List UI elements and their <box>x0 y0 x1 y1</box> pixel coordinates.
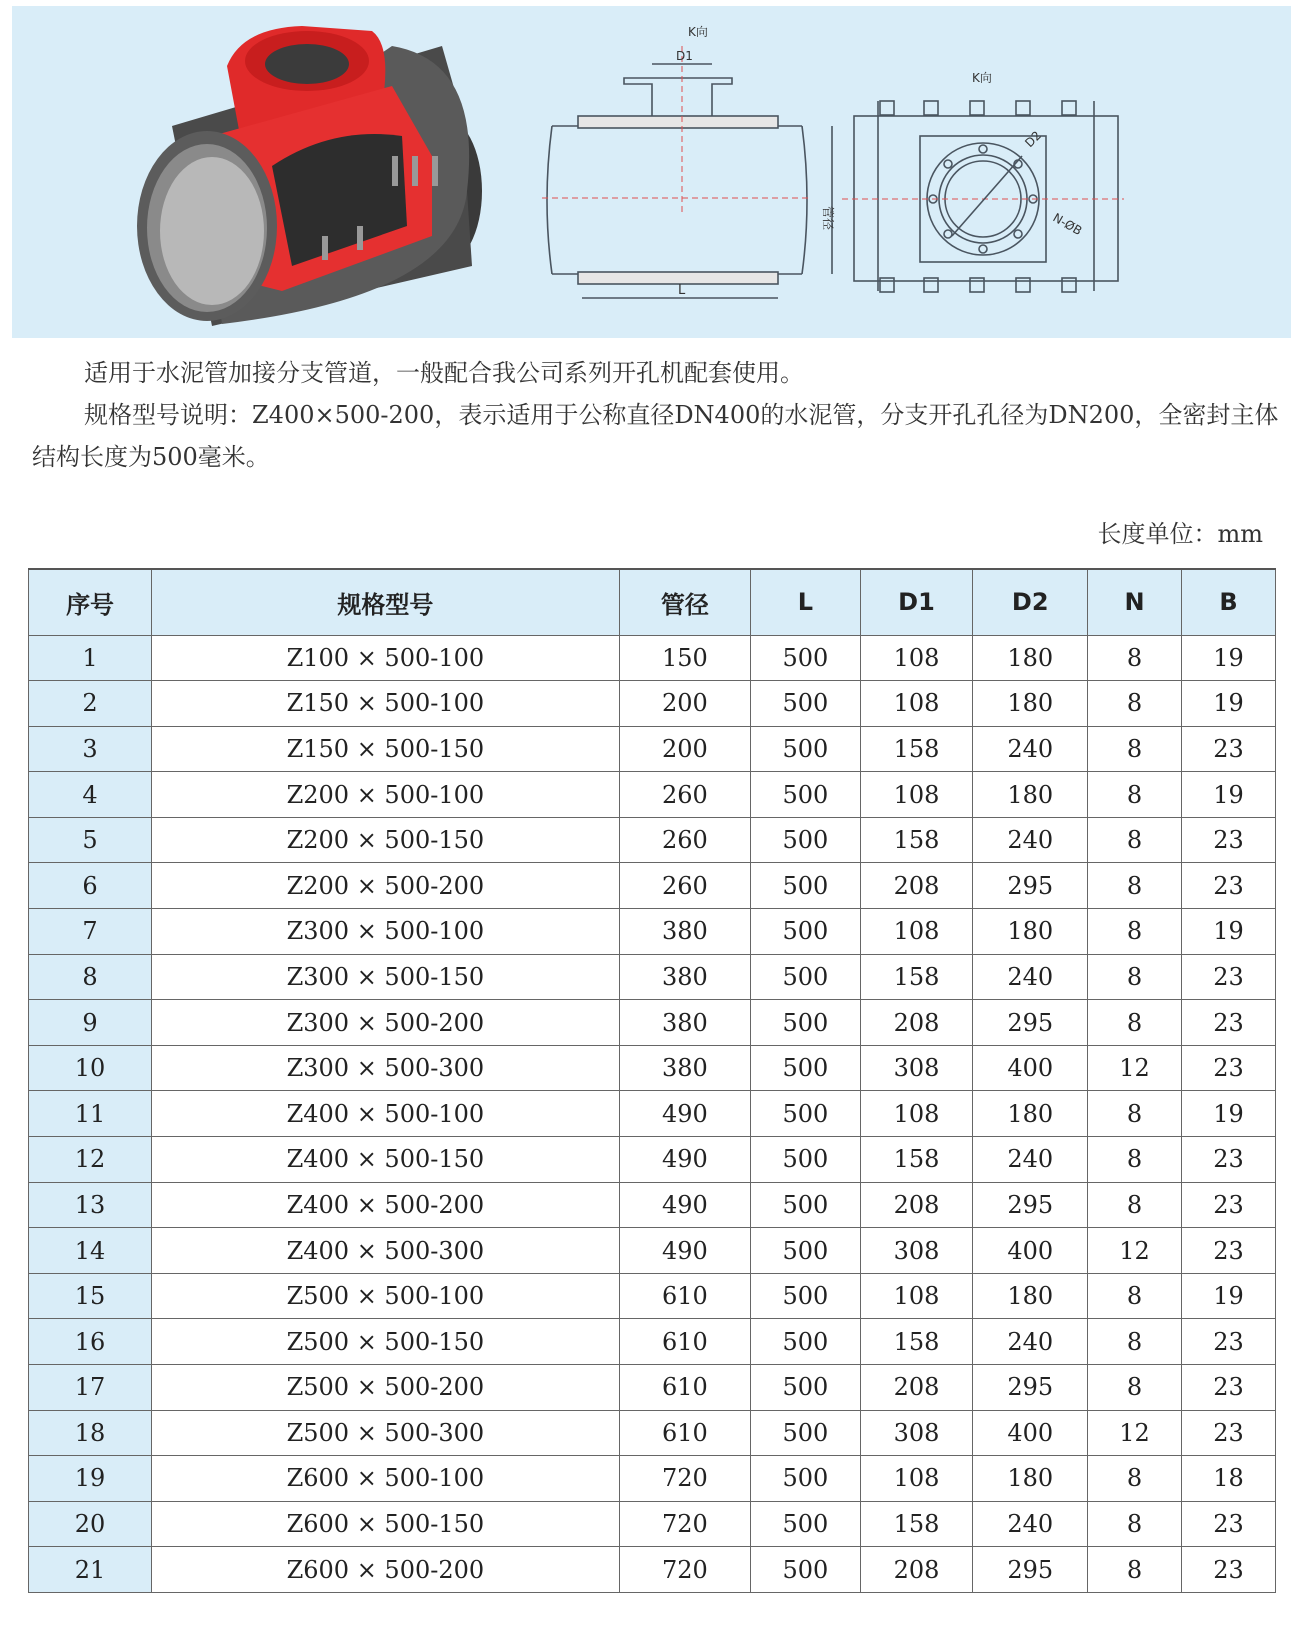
cell-col-index: 2 <box>29 681 152 727</box>
cell-col-model: Z200 × 500-100 <box>152 772 619 818</box>
cell-col-pipe-diameter: 200 <box>619 726 750 772</box>
cell-col-model: Z300 × 500-100 <box>152 909 619 955</box>
cell-col-index: 19 <box>29 1456 152 1502</box>
cell-col-l: 500 <box>751 1091 861 1137</box>
cell-col-n: 12 <box>1088 1045 1182 1091</box>
cell-col-l: 500 <box>751 1501 861 1547</box>
cell-col-pipe-diameter: 200 <box>619 681 750 727</box>
cell-col-pipe-diameter: 260 <box>619 863 750 909</box>
cell-col-index: 13 <box>29 1182 152 1228</box>
cell-col-n: 8 <box>1088 726 1182 772</box>
cell-col-d2: 180 <box>973 1273 1088 1319</box>
table-row <box>29 1045 1276 1091</box>
cell-col-d2: 240 <box>973 726 1088 772</box>
l-label: L <box>678 283 686 298</box>
cell-col-pipe-diameter: 720 <box>619 1501 750 1547</box>
cell-col-l: 500 <box>751 1456 861 1502</box>
cell-col-n: 8 <box>1088 1091 1182 1137</box>
cell-col-n: 8 <box>1088 1319 1182 1365</box>
cell-col-n: 8 <box>1088 1547 1182 1593</box>
cell-col-b: 23 <box>1182 1365 1276 1411</box>
cell-col-d2: 295 <box>973 1547 1088 1593</box>
cell-col-pipe-diameter: 720 <box>619 1456 750 1502</box>
cell-col-d1: 158 <box>860 954 973 1000</box>
table-row <box>29 1091 1276 1137</box>
cell-col-l: 500 <box>751 1410 861 1456</box>
cell-col-d2: 295 <box>973 1182 1088 1228</box>
cell-col-pipe-diameter: 610 <box>619 1273 750 1319</box>
cell-col-d1: 108 <box>860 1273 973 1319</box>
cell-col-model: Z100 × 500-100 <box>152 635 619 681</box>
cell-col-d1: 108 <box>860 681 973 727</box>
cell-col-n: 8 <box>1088 863 1182 909</box>
table-row <box>29 1182 1276 1228</box>
table-body <box>29 635 1276 1592</box>
cell-col-d1: 158 <box>860 1319 973 1365</box>
cell-col-d1: 308 <box>860 1045 973 1091</box>
cell-col-model: Z500 × 500-300 <box>152 1410 619 1456</box>
table-row <box>29 726 1276 772</box>
cell-col-pipe-diameter: 380 <box>619 1045 750 1091</box>
k-direction-label-side: K向 <box>972 71 992 85</box>
cell-col-b: 23 <box>1182 1137 1276 1183</box>
cell-col-l: 500 <box>751 1319 861 1365</box>
cell-col-n: 8 <box>1088 817 1182 863</box>
cell-col-index: 18 <box>29 1410 152 1456</box>
cell-col-d2: 180 <box>973 1091 1088 1137</box>
cell-col-d2: 295 <box>973 1000 1088 1046</box>
cell-col-d1: 158 <box>860 1137 973 1183</box>
cell-col-pipe-diameter: 490 <box>619 1182 750 1228</box>
cell-col-b: 19 <box>1182 635 1276 681</box>
description-line-model: 规格型号说明：Z400×500-200，表示适用于公称直径DN400的水泥管，分支开孔孔径为DN200，全密封主体结构长度为500毫米。 <box>32 401 1279 471</box>
cell-col-index: 1 <box>29 635 152 681</box>
cell-col-model: Z600 × 500-150 <box>152 1501 619 1547</box>
cell-col-model: Z500 × 500-150 <box>152 1319 619 1365</box>
table-row <box>29 1501 1276 1547</box>
cell-col-b: 23 <box>1182 1410 1276 1456</box>
pipe-diameter-label: 管径 <box>821 206 835 231</box>
table-row <box>29 772 1276 818</box>
cell-col-b: 19 <box>1182 1091 1276 1137</box>
cell-col-d1: 108 <box>860 1456 973 1502</box>
cell-col-d2: 240 <box>973 954 1088 1000</box>
cell-col-l: 500 <box>751 1547 861 1593</box>
cell-col-pipe-diameter: 490 <box>619 1091 750 1137</box>
cell-col-d1: 158 <box>860 726 973 772</box>
cell-col-d2: 295 <box>973 1365 1088 1411</box>
cell-col-index: 17 <box>29 1365 152 1411</box>
cell-col-b: 19 <box>1182 909 1276 955</box>
cell-col-n: 8 <box>1088 681 1182 727</box>
table-row <box>29 1273 1276 1319</box>
cell-col-d2: 295 <box>973 863 1088 909</box>
cell-col-pipe-diameter: 380 <box>619 954 750 1000</box>
cell-col-n: 8 <box>1088 1000 1182 1046</box>
cell-col-index: 6 <box>29 863 152 909</box>
cell-col-model: Z600 × 500-200 <box>152 1547 619 1593</box>
cell-col-l: 500 <box>751 817 861 863</box>
table-row <box>29 954 1276 1000</box>
cell-col-pipe-diameter: 610 <box>619 1319 750 1365</box>
cell-col-b: 23 <box>1182 726 1276 772</box>
table-row <box>29 1000 1276 1046</box>
cell-col-index: 3 <box>29 726 152 772</box>
cell-col-n: 8 <box>1088 1501 1182 1547</box>
cell-col-d1: 108 <box>860 772 973 818</box>
cell-col-index: 5 <box>29 817 152 863</box>
cell-col-model: Z400 × 500-200 <box>152 1182 619 1228</box>
cell-col-model: Z600 × 500-100 <box>152 1456 619 1502</box>
cell-col-b: 23 <box>1182 1045 1276 1091</box>
cell-col-pipe-diameter: 380 <box>619 909 750 955</box>
cell-col-l: 500 <box>751 1228 861 1274</box>
d1-label: D1 <box>676 49 693 63</box>
cell-col-l: 500 <box>751 1182 861 1228</box>
cell-col-d2: 400 <box>973 1228 1088 1274</box>
table-row <box>29 1365 1276 1411</box>
cell-col-d2: 180 <box>973 1456 1088 1502</box>
cell-col-d2: 180 <box>973 681 1088 727</box>
cell-col-b: 23 <box>1182 1000 1276 1046</box>
description-line-usage: 适用于水泥管加接分支管道，一般配合我公司系列开孔机配套使用。 <box>84 359 804 387</box>
cell-col-d2: 240 <box>973 817 1088 863</box>
product-banner <box>12 6 1291 338</box>
cell-col-l: 500 <box>751 681 861 727</box>
cell-col-n: 8 <box>1088 909 1182 955</box>
cell-col-index: 14 <box>29 1228 152 1274</box>
cell-col-l: 500 <box>751 635 861 681</box>
unit-note: 长度单位：mm <box>1097 520 1263 548</box>
cell-col-d2: 180 <box>973 909 1088 955</box>
cell-col-model: Z500 × 500-100 <box>152 1273 619 1319</box>
cell-col-model: Z300 × 500-200 <box>152 1000 619 1046</box>
cell-col-index: 12 <box>29 1137 152 1183</box>
cell-col-pipe-diameter: 260 <box>619 817 750 863</box>
cell-col-d1: 208 <box>860 1182 973 1228</box>
header-col-d1: D1 <box>860 569 973 635</box>
cell-col-model: Z150 × 500-100 <box>152 681 619 727</box>
table-row <box>29 817 1276 863</box>
cell-col-l: 500 <box>751 1045 861 1091</box>
cell-col-d1: 108 <box>860 635 973 681</box>
cell-col-pipe-diameter: 610 <box>619 1410 750 1456</box>
cell-col-l: 500 <box>751 726 861 772</box>
cell-col-d2: 400 <box>973 1410 1088 1456</box>
cell-col-b: 23 <box>1182 817 1276 863</box>
product-description <box>32 352 1282 478</box>
cell-col-d1: 208 <box>860 1000 973 1046</box>
table-row <box>29 1137 1276 1183</box>
cell-col-b: 19 <box>1182 772 1276 818</box>
cell-col-n: 12 <box>1088 1228 1182 1274</box>
cell-col-model: Z500 × 500-200 <box>152 1365 619 1411</box>
cell-col-pipe-diameter: 260 <box>619 772 750 818</box>
cell-col-index: 9 <box>29 1000 152 1046</box>
cell-col-b: 23 <box>1182 1319 1276 1365</box>
k-direction-label-top: K向 <box>688 25 708 39</box>
cell-col-model: Z200 × 500-200 <box>152 863 619 909</box>
cell-col-b: 23 <box>1182 1228 1276 1274</box>
table-header-row <box>29 569 1276 635</box>
cell-col-n: 8 <box>1088 1137 1182 1183</box>
side-view-drawing <box>542 46 832 298</box>
header-col-l: L <box>751 569 861 635</box>
d2-label: D2 <box>1022 128 1045 151</box>
table-row <box>29 1456 1276 1502</box>
cell-col-l: 500 <box>751 954 861 1000</box>
cell-col-d2: 400 <box>973 1045 1088 1091</box>
cell-col-d2: 180 <box>973 635 1088 681</box>
header-col-n: N <box>1088 569 1182 635</box>
cell-col-pipe-diameter: 150 <box>619 635 750 681</box>
cell-col-d1: 208 <box>860 863 973 909</box>
table-row <box>29 863 1276 909</box>
cell-col-n: 8 <box>1088 1365 1182 1411</box>
cell-col-b: 23 <box>1182 1547 1276 1593</box>
cell-col-model: Z300 × 500-300 <box>152 1045 619 1091</box>
cell-col-n: 8 <box>1088 1456 1182 1502</box>
cell-col-model: Z400 × 500-300 <box>152 1228 619 1274</box>
table-row <box>29 681 1276 727</box>
cell-col-d1: 208 <box>860 1547 973 1593</box>
cell-col-pipe-diameter: 490 <box>619 1228 750 1274</box>
cell-col-index: 16 <box>29 1319 152 1365</box>
cell-col-n: 12 <box>1088 1410 1182 1456</box>
table-row <box>29 1410 1276 1456</box>
cell-col-n: 8 <box>1088 1182 1182 1228</box>
cell-col-index: 11 <box>29 1091 152 1137</box>
cell-col-pipe-diameter: 380 <box>619 1000 750 1046</box>
cell-col-b: 19 <box>1182 681 1276 727</box>
cell-col-b: 18 <box>1182 1456 1276 1502</box>
header-col-model: 规格型号 <box>152 569 619 635</box>
cell-col-index: 15 <box>29 1273 152 1319</box>
cell-col-model: Z400 × 500-100 <box>152 1091 619 1137</box>
cell-col-d1: 208 <box>860 1365 973 1411</box>
header-col-pipe-diameter: 管径 <box>619 569 750 635</box>
cell-col-l: 500 <box>751 1273 861 1319</box>
cell-col-d2: 240 <box>973 1137 1088 1183</box>
cell-col-d2: 240 <box>973 1319 1088 1365</box>
cell-col-model: Z200 × 500-150 <box>152 817 619 863</box>
bolt-holes-label: N-ØB <box>1050 210 1085 239</box>
cell-col-b: 23 <box>1182 1501 1276 1547</box>
cell-col-n: 8 <box>1088 954 1182 1000</box>
cell-col-n: 8 <box>1088 1273 1182 1319</box>
cell-col-b: 23 <box>1182 954 1276 1000</box>
cell-col-l: 500 <box>751 772 861 818</box>
cell-col-b: 23 <box>1182 1182 1276 1228</box>
cell-col-index: 4 <box>29 772 152 818</box>
cell-col-model: Z300 × 500-150 <box>152 954 619 1000</box>
cell-col-model: Z150 × 500-150 <box>152 726 619 772</box>
cell-col-b: 23 <box>1182 863 1276 909</box>
cell-col-d1: 158 <box>860 817 973 863</box>
table-row <box>29 1228 1276 1274</box>
cell-col-d2: 180 <box>973 772 1088 818</box>
cell-col-index: 21 <box>29 1547 152 1593</box>
cell-col-index: 7 <box>29 909 152 955</box>
cell-col-d1: 308 <box>860 1228 973 1274</box>
cell-col-d1: 308 <box>860 1410 973 1456</box>
cell-col-pipe-diameter: 610 <box>619 1365 750 1411</box>
cell-col-d1: 108 <box>860 1091 973 1137</box>
cell-col-b: 19 <box>1182 1273 1276 1319</box>
end-view-drawing <box>842 101 1124 292</box>
cell-col-index: 20 <box>29 1501 152 1547</box>
cell-col-d2: 240 <box>973 1501 1088 1547</box>
table-row <box>29 1319 1276 1365</box>
cell-col-n: 8 <box>1088 635 1182 681</box>
cell-col-index: 10 <box>29 1045 152 1091</box>
cell-col-l: 500 <box>751 1137 861 1183</box>
cell-col-l: 500 <box>751 1365 861 1411</box>
header-col-index: 序号 <box>29 569 152 635</box>
product-figure <box>12 6 1291 338</box>
header-col-b: B <box>1182 569 1276 635</box>
cell-col-d1: 108 <box>860 909 973 955</box>
header-col-d2: D2 <box>973 569 1088 635</box>
spec-table <box>28 568 1276 1593</box>
fitting-render-illustration <box>137 26 482 326</box>
cell-col-model: Z400 × 500-150 <box>152 1137 619 1183</box>
cell-col-l: 500 <box>751 909 861 955</box>
table-row <box>29 909 1276 955</box>
cell-col-l: 500 <box>751 1000 861 1046</box>
cell-col-pipe-diameter: 720 <box>619 1547 750 1593</box>
cell-col-d1: 158 <box>860 1501 973 1547</box>
cell-col-l: 500 <box>751 863 861 909</box>
cell-col-n: 8 <box>1088 772 1182 818</box>
cell-col-index: 8 <box>29 954 152 1000</box>
table-row <box>29 635 1276 681</box>
table-row <box>29 1547 1276 1593</box>
cell-col-pipe-diameter: 490 <box>619 1137 750 1183</box>
